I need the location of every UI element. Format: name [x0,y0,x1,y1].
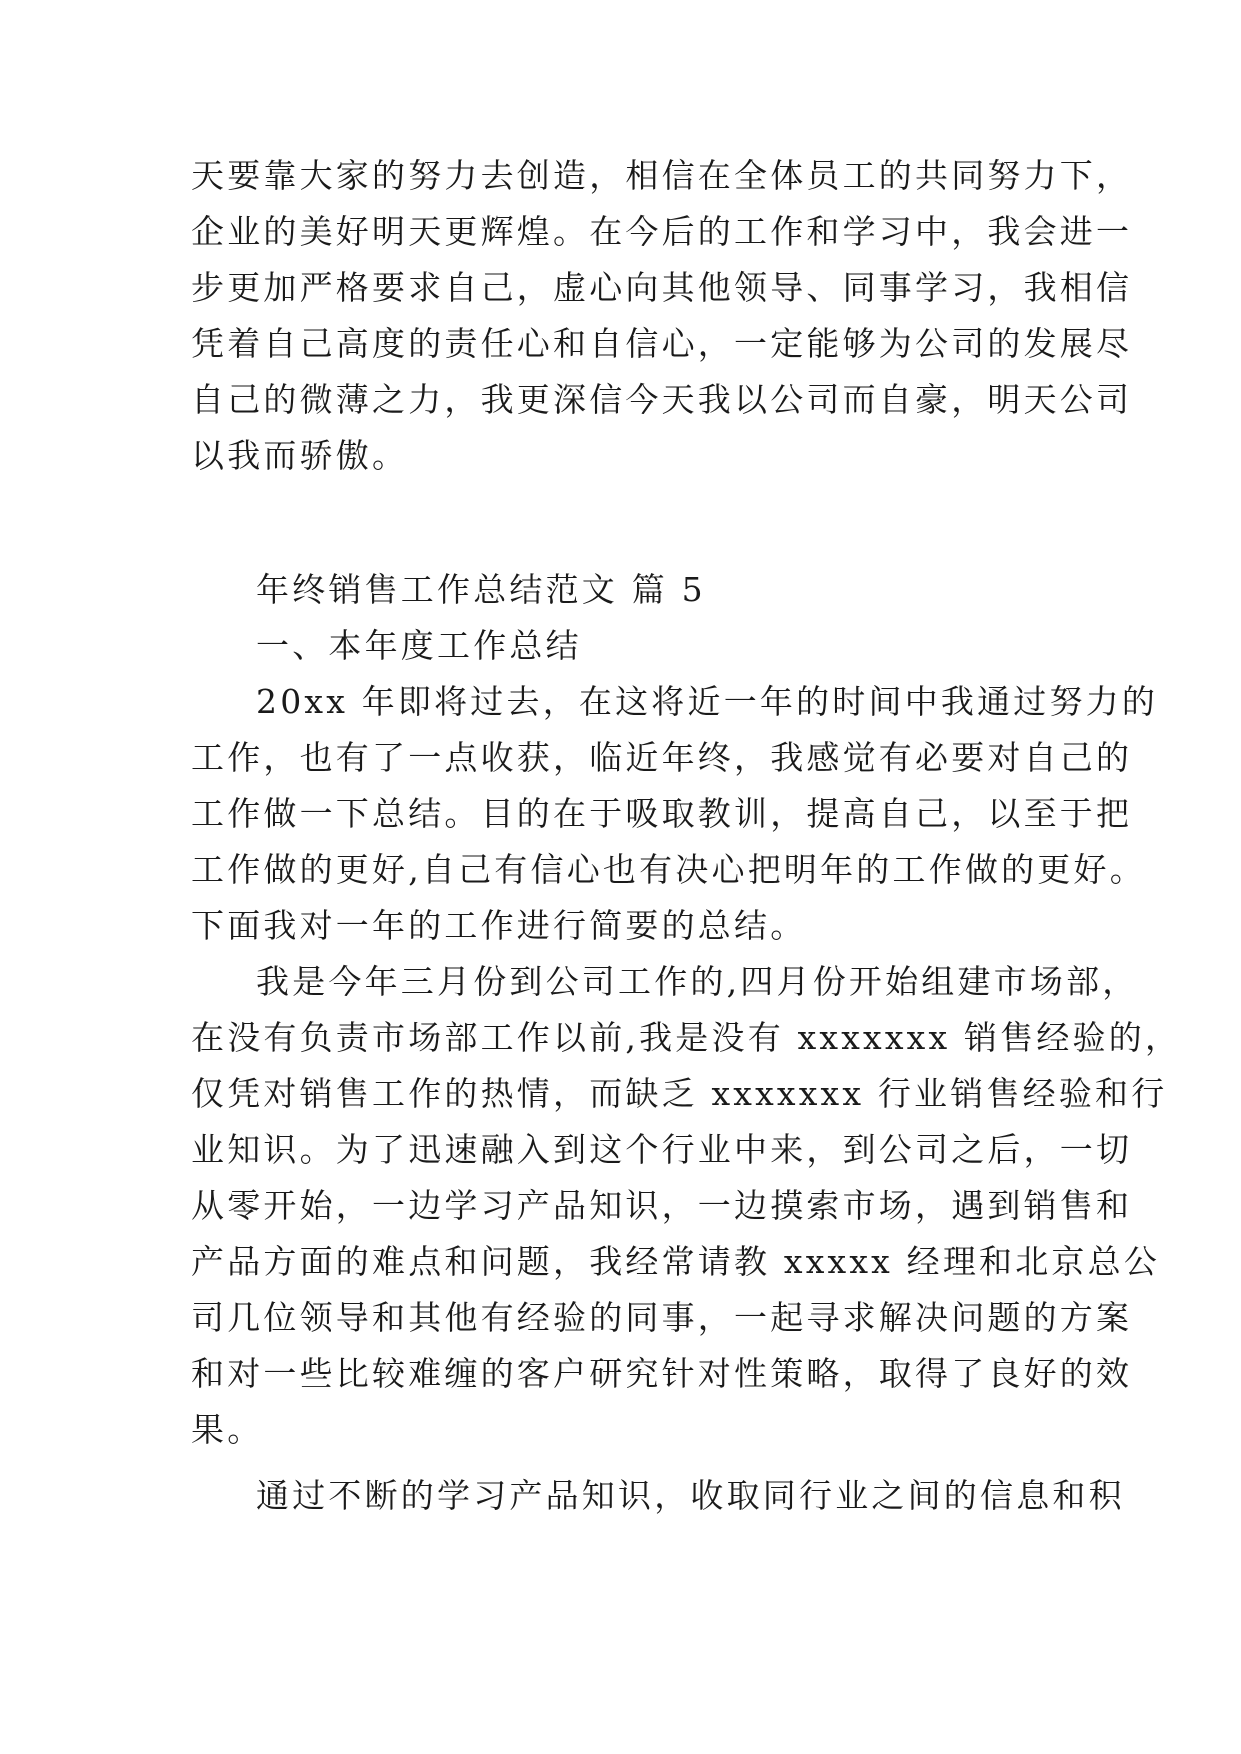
text-line: 产品方面的难点和问题，我经常请教 xxxxx 经理和北京总公 [191,1242,1161,1281]
text-line: 20xx 年即将过去，在这将近一年的时间中我通过努力的 [256,682,1159,721]
text-line: 以我而骄傲。 [191,436,409,475]
text-line: 和对一些比较难缠的客户研究针对性策略，取得了良好的效 [191,1354,1133,1393]
subsection-heading: 一、本年度工作总结 [256,626,582,665]
text-line: 下面我对一年的工作进行简要的总结。 [191,906,807,945]
text-line: 司几位领导和其他有经验的同事，一起寻求解决问题的方案 [191,1298,1133,1337]
text-line: 从零开始，一边学习产品知识，一边摸索市场，遇到销售和 [191,1186,1133,1225]
text-line: 工作，也有了一点收获，临近年终，我感觉有必要对自己的 [191,738,1133,777]
text-line: 我是今年三月份到公司工作的,四月份开始组建市场部， [256,962,1139,1001]
text-line: 在没有负责市场部工作以前,我是没有 xxxxxxx 销售经验的， [191,1018,1182,1057]
text-line: 果。 [191,1410,264,1449]
text-line: 工作做的更好,自己有信心也有决心把明年的工作做的更好。 [191,850,1146,889]
text-line: 凭着自己高度的责任心和自信心，一定能够为公司的发展尽 [191,324,1133,363]
text-line: 自己的微薄之力，我更深信今天我以公司而自豪，明天公司 [191,380,1133,419]
text-line: 仅凭对销售工作的热情，而缺乏 xxxxxxx 行业销售经验和行 [191,1074,1168,1113]
text-line: 工作做一下总结。目的在于吸取教训，提高自己，以至于把 [191,794,1133,833]
text-line: 企业的美好明天更辉煌。在今后的工作和学习中，我会进一 [191,212,1133,251]
section-heading: 年终销售工作总结范文 篇 5 [256,570,706,609]
text-line: 业知识。为了迅速融入到这个行业中来，到公司之后，一切 [191,1130,1133,1169]
text-line: 通过不断的学习产品知识，收取同行业之间的信息和积 [256,1476,1125,1515]
text-line: 步更加严格要求自己，虚心向其他领导、同事学习，我相信 [191,268,1133,307]
text-line: 天要靠大家的努力去创造，相信在全体员工的共同努力下， [191,156,1133,195]
